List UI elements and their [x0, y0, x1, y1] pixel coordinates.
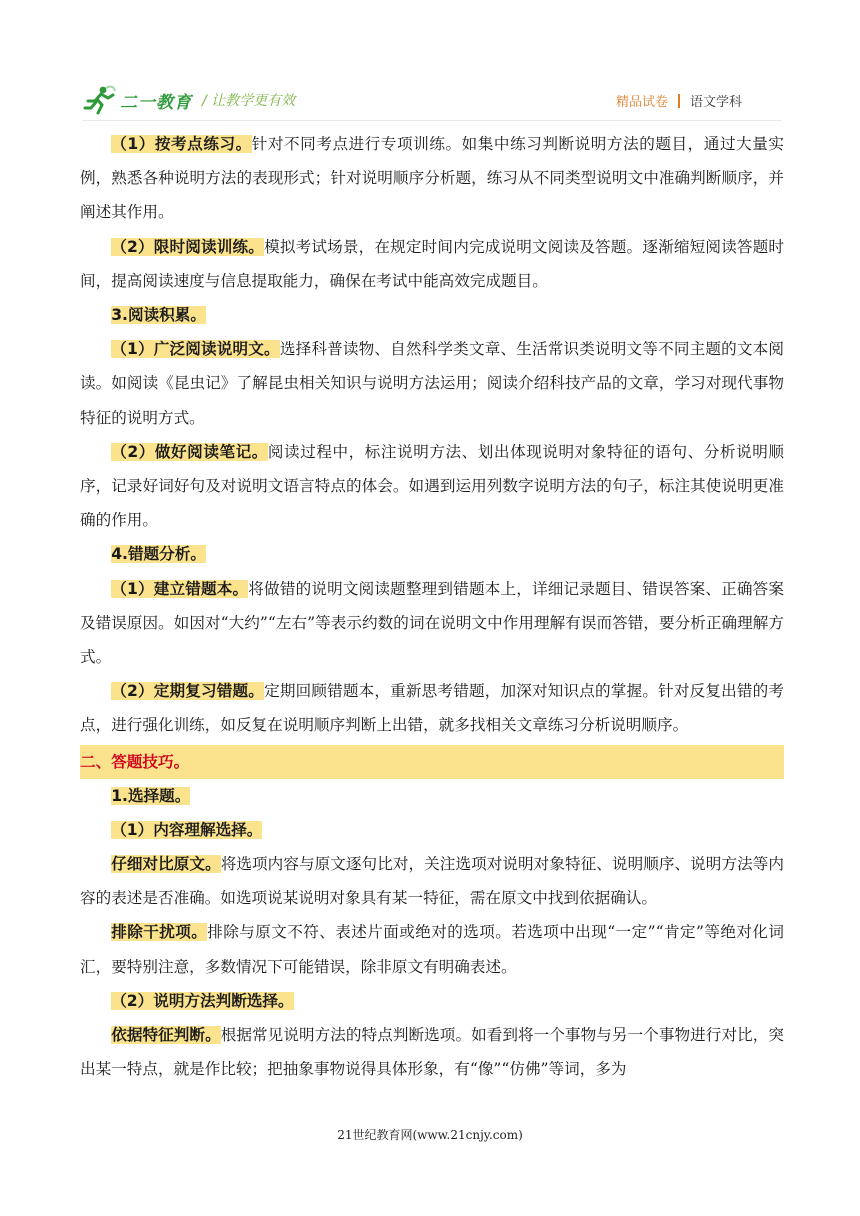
- paragraph-label: 仔细对比原文。: [111, 855, 221, 874]
- subheading: [80, 537, 784, 571]
- header-tags: [616, 91, 742, 110]
- page-footer: 21世纪教育网(www.21cnjy.com): [337, 1128, 523, 1142]
- paragraph: [80, 847, 784, 915]
- subheading-text: 3.阅读积累。: [111, 306, 206, 325]
- page-header: [82, 82, 782, 118]
- paragraph: [80, 572, 784, 675]
- subject-label: 语文学科: [689, 95, 742, 110]
- paragraph: [80, 435, 784, 538]
- logo: [82, 84, 295, 116]
- paragraph: [80, 332, 784, 435]
- page-content: [80, 127, 784, 1086]
- paragraph-label: （2）定期复习错题。: [111, 682, 265, 701]
- paragraph-label: 依据特征判断。: [111, 1026, 221, 1045]
- subheading: [80, 298, 784, 332]
- section-heading: 二、答题技巧。: [80, 745, 784, 779]
- header-rule: [82, 120, 782, 121]
- subheading: [80, 984, 784, 1018]
- paragraph-label: （1）建立错题本。: [111, 579, 249, 598]
- header-divider: [678, 94, 680, 108]
- paragraph: [80, 230, 784, 298]
- paragraph: [80, 1018, 784, 1086]
- subheading: [80, 813, 784, 847]
- paragraph: [80, 674, 784, 742]
- section-label: 精品试卷: [615, 95, 668, 110]
- paragraph-text: 阅读过程中，标注说明方法、划出体现说明对象特征的语句、分析说明顺序，记录好词好句及对说明文语言特点的体会。如遇到运用列数字说明方法的句子，标注其使说明更准确的作用。: [80, 442, 784, 530]
- paragraph-text: 针对不同考点进行专项训练。如集中练习判断说明方法的题目，通过大量实例，熟悉各种说明方法的表现形式；针对说明顺序分析题，练习从不同类型说明文中准确判断顺序，并阐述其作用。: [80, 135, 784, 222]
- subheading-text: （1）内容理解选择。: [111, 820, 263, 839]
- brand-name: 二一教育: [120, 92, 192, 113]
- paragraph-text: 定期回顾错题本，重新思考错题，加深对知识点的掌握。针对反复出错的考点，进行强化训练，如反复在说明顺序判断上出错，就多找相关文章练习分析说明顺序。: [80, 682, 784, 735]
- paragraph-label: （2）限时阅读训练。: [111, 237, 265, 256]
- paragraph-label: （2）做好阅读笔记。: [111, 442, 268, 461]
- paragraph-label: 排除干扰项。: [111, 923, 208, 942]
- paragraph-text: 模拟考试场景，在规定时间内完成说明文阅读及答题。逐渐缩短阅读答题时间，提高阅读速度与信息提取能力，确保在考试中能高效完成题目。: [80, 237, 784, 290]
- paragraph-label: （1）按考点练习。: [111, 135, 252, 153]
- subheading-text: 1.选择题。: [111, 786, 191, 805]
- paragraph-text: 选择科普读物、自然科学类文章、生活常识类说明文等不同主题的文本阅读。如阅读《昆虫记》了解昆虫相关知识与说明方法运用；阅读介绍科技产品的文章，学习对现代事物特征的说明方式。: [80, 340, 784, 427]
- subheading-text: （2）说明方法判断选择。: [111, 991, 294, 1010]
- paragraph: [80, 915, 784, 983]
- paragraph-text: 排除与原文不符、表述片面或绝对的选项。若选项中出现“一定”“肯定”等绝对化词汇，要特别注意，多数情况下可能错误，除非原文有明确表述。: [80, 923, 784, 976]
- paragraph: [80, 127, 784, 230]
- paragraph-label: （1）广泛阅读说明文。: [111, 340, 280, 359]
- subheading-text: 4.错题分析。: [111, 545, 206, 564]
- paragraph-text: 根据常见说明方法的特点判断选项。如看到将一个事物与另一个事物进行对比，突出某一特点，就是作比较；把抽象事物说得具体形象，有“像”“仿佛”等词，多为: [80, 1026, 784, 1079]
- slogan: / 让教学更有效: [202, 93, 296, 109]
- running-person-icon: [82, 85, 116, 115]
- subheading: [80, 779, 784, 813]
- paragraph-text: 将做错的说明文阅读题整理到错题本上，详细记录题目、错误答案、正确答案及错误原因。如因对“大约”“左右”等表示约数的词在说明文中作用理解有误而答错，要分析正确理解方式。: [80, 579, 784, 667]
- paragraph-text: 将选项内容与原文逐句比对，关注选项对说明对象特征、说明顺序、说明方法等内容的表述是否准确。如选项说某说明对象具有某一特征，需在原文中找到依据确认。: [80, 855, 784, 908]
